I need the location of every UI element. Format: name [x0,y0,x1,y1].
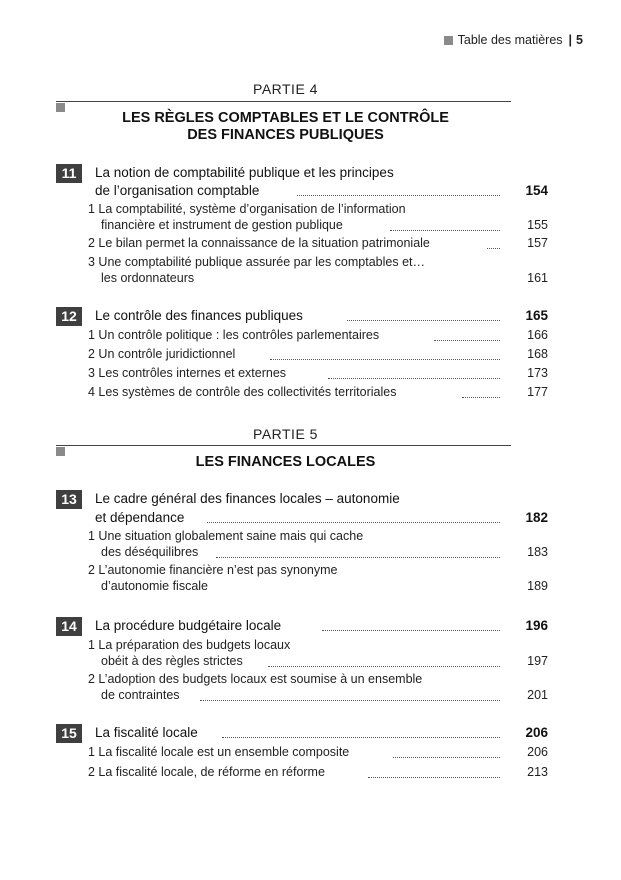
section-page: 189 [527,579,548,593]
dot-leader [328,378,500,379]
toc-chapter-line[interactable] [0,491,560,509]
dot-leader [322,630,500,631]
section-title: 3 Une comptabilité publique assurée par les comptables et… [88,255,425,269]
dot-leader [297,195,500,196]
toc-section-line[interactable] [0,579,560,597]
section-title: de contraintes [101,688,180,702]
section-title: 1 La fiscalité locale est un ensemble composite [88,745,350,759]
chapter-number-badge: 12 [56,307,82,326]
toc-section-line[interactable] [0,385,560,403]
section-page: 157 [527,236,548,250]
toc-chapter-line[interactable] [0,308,560,326]
section-title: d’autonomie fiscale [101,579,209,593]
part-4-title-line-2: DES FINANCES PUBLIQUES [187,127,384,143]
section-page: 183 [527,545,548,559]
toc-section-line[interactable] [0,218,560,236]
header-separator: | [568,33,573,47]
header-title: Table des matières [457,33,563,47]
part-4-rule [56,101,511,102]
chapter-page: 206 [525,725,548,740]
chapter-number-badge: 13 [56,490,82,509]
section-title: 2 La fiscalité locale, de réforme en réforme [88,765,325,779]
section-title: 2 Un contrôle juridictionnel [88,347,236,361]
section-title: 1 La comptabilité, système d’organisation de l’information [88,202,406,216]
section-page: 166 [527,328,548,342]
chapter-page: 154 [525,183,548,198]
dot-leader [200,700,500,701]
chapter-page: 196 [525,618,548,633]
part-4-title-line-1: LES RÈGLES COMPTABLES ET LE CONTRÔLE [122,110,449,126]
section-page: 161 [527,271,548,285]
section-title: 1 Un contrôle politique : les contrôles parlementaires [88,328,380,342]
section-title: 3 Les contrôles internes et externes [88,366,287,380]
header-page-number: 5 [576,33,583,47]
toc-section-line[interactable] [0,688,560,706]
toc-section-line[interactable] [0,366,560,384]
section-page: 173 [527,366,548,380]
section-title: 2 Le bilan permet la connaissance de la situation patrimoniale [88,236,430,250]
toc-section-line[interactable] [0,236,560,254]
section-page: 201 [527,688,548,702]
toc-section-line[interactable] [0,745,560,763]
section-title: des déséquilibres [101,545,199,559]
dot-leader [462,397,500,398]
section-title: obéit à des règles strictes [101,654,243,668]
toc-section-line[interactable] [0,328,560,346]
chapter-number-badge: 11 [56,164,82,183]
chapter-page: 182 [525,510,548,525]
toc-section-line[interactable] [0,765,560,783]
dot-leader [390,230,500,231]
section-page: 213 [527,765,548,779]
running-header [444,33,583,47]
section-page: 206 [527,745,548,759]
dot-leader [207,522,500,523]
toc-section-line[interactable] [0,545,560,563]
toc-chapter-line[interactable] [0,165,560,183]
section-page: 168 [527,347,548,361]
section-title: 2 L’adoption des budgets locaux est soumise à un ensemble [88,672,423,686]
dot-leader [393,757,500,758]
toc-section-line[interactable] [0,654,560,672]
dot-leader [368,777,500,778]
section-page: 197 [527,654,548,668]
part-4-label: PARTIE 4 [253,81,318,97]
toc-chapter-line[interactable] [0,183,560,201]
section-title: 1 Une situation globalement saine mais qui cache [88,529,364,543]
section-title: 1 La préparation des budgets locaux [88,638,291,652]
chapter-title: Le contrôle des finances publiques [95,308,303,323]
chapter-title: La procédure budgétaire locale [95,618,282,633]
chapter-number-badge: 14 [56,617,82,636]
header-square-icon [444,36,453,45]
section-page: 177 [527,385,548,399]
toc-section-line[interactable] [0,347,560,365]
section-title: les ordonnateurs [101,271,195,285]
dot-leader [268,666,500,667]
toc-chapter-line[interactable] [0,510,560,528]
chapter-page: 165 [525,308,548,323]
toc-chapter-line[interactable] [0,618,560,636]
chapter-title: La notion de comptabilité publique et les principes [95,165,394,180]
dot-leader [347,320,500,321]
part-5-label: PARTIE 5 [253,426,318,442]
chapter-title: Le cadre général des finances locales – autonomie [95,491,400,506]
dot-leader [222,737,500,738]
toc-chapter-line[interactable] [0,725,560,743]
section-title: 4 Les systèmes de contrôle des collectivités territoriales [88,385,397,399]
toc-section-line[interactable] [0,271,560,289]
chapter-title: La fiscalité locale [95,725,198,740]
dot-leader [434,340,500,341]
part-5-rule [56,445,511,446]
section-title: financière et instrument de gestion publique [101,218,343,232]
dot-leader [487,248,500,249]
chapter-title: de l’organisation comptable [95,183,260,198]
section-page: 155 [527,218,548,232]
section-title: 2 L’autonomie financière n’est pas synonyme [88,563,338,577]
dot-leader [216,557,500,558]
dot-leader [270,359,500,360]
part-5-title: LES FINANCES LOCALES [195,454,376,470]
chapter-title: et dépendance [95,510,185,525]
chapter-number-badge: 15 [56,724,82,743]
